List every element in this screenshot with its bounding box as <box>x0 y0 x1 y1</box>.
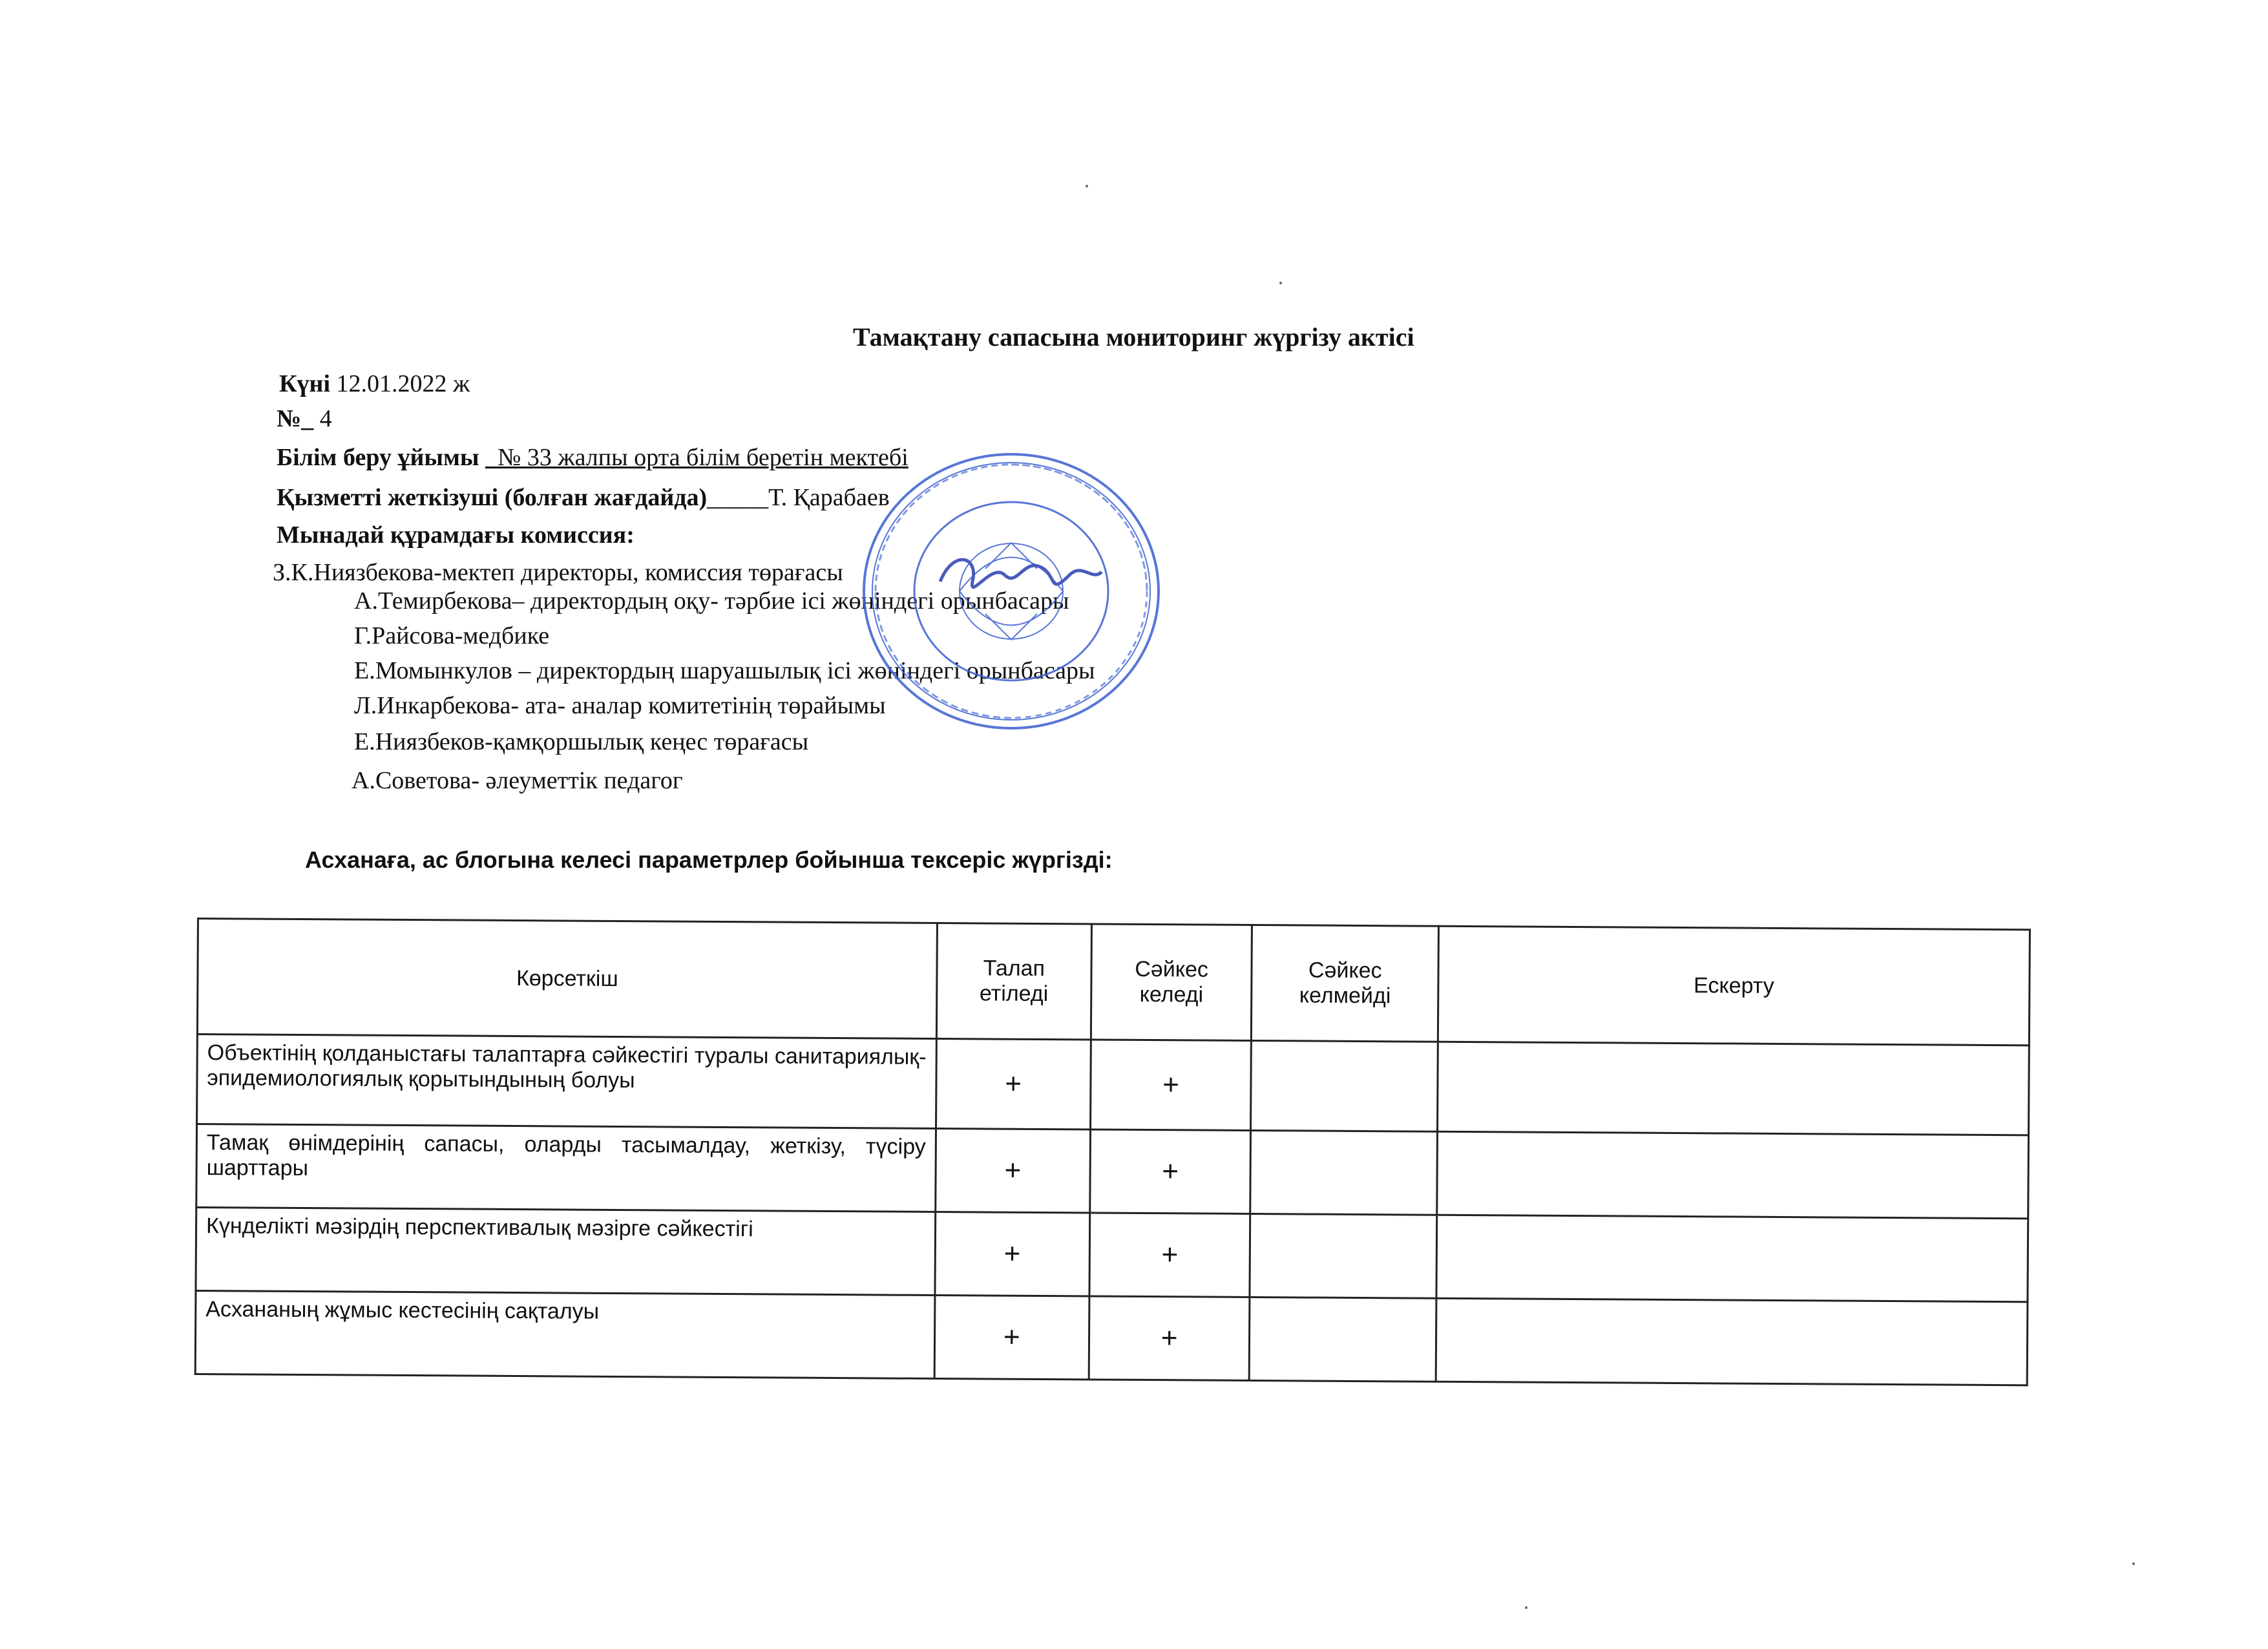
table-row <box>197 1035 2030 1135</box>
organization-line: Білім беру ұйымы _№ 33 жалпы орта білім беретін мектебі <box>277 444 908 471</box>
commission-heading: Мынадай құрамдағы комиссия: <box>277 521 635 549</box>
indicator-cell: Асхананың жұмыс кестесінің сақталуы <box>195 1290 935 1378</box>
header-non-compliant: Сәйкес келмейді <box>1252 925 1439 1042</box>
organization-value: № 33 жалпы орта білім беретін мектебі <box>498 444 908 471</box>
provider-value: Т. Қарабаев <box>768 484 890 511</box>
indicator-cell: Күнделікті мәзірдің перспективалық мәзірге сәйкестігі <box>196 1208 936 1296</box>
commission-member: Е.Ниязбеков-қамқоршылық кеңес төрағасы <box>354 728 809 755</box>
required-cell: + <box>935 1212 1090 1296</box>
compliant-cell: + <box>1089 1296 1250 1381</box>
section-heading: Асханаға, ас блогына келесі параметрлер бойынша тексеріс жүргізді: <box>305 846 1113 873</box>
non-compliant-cell <box>1250 1213 1436 1298</box>
number-label: № <box>277 405 302 432</box>
required-cell: + <box>934 1295 1089 1379</box>
scan-speck <box>1086 185 1088 187</box>
table-row <box>196 1124 2029 1219</box>
compliant-cell: + <box>1089 1213 1251 1297</box>
scan-speck <box>1279 282 1282 284</box>
non-compliant-cell <box>1251 1040 1438 1131</box>
official-seal <box>856 446 1166 737</box>
table-row <box>195 1290 2028 1385</box>
number-line: №_ 4 <box>277 405 332 432</box>
scan-speck <box>1525 1606 1528 1609</box>
commission-member: Г.Райсова-медбике <box>354 622 550 649</box>
table-header-row <box>197 919 2030 1045</box>
document-title: Тамақтану сапасына мониторинг жүргізу актісі <box>853 322 1414 352</box>
commission-member: А.Темирбекова– директордың оқу- тәрбие ісі жөніндегі орынбасары <box>354 587 1069 614</box>
header-required: Талап етіледі <box>936 923 1091 1039</box>
indicator-cell: Тамақ өнімдерінің сапасы, оларды тасымалдау, жеткізу, түсіру шарттары <box>196 1124 936 1212</box>
commission-member: Е.Момынкулов – директордың шаруашылық ісі жөніндегі орынбасары <box>354 657 1095 684</box>
header-compliant: Сәйкес келеді <box>1091 924 1252 1041</box>
provider-label: Қызметті жеткізуші (болған жағдайда) <box>277 484 708 511</box>
commission-member: З.К.Ниязбекова-мектеп директоры, комиссия төрағасы <box>273 559 843 586</box>
number-value: 4 <box>319 405 332 432</box>
required-cell: + <box>936 1128 1091 1212</box>
table-row <box>196 1208 2028 1302</box>
provider-line: Қызметті жеткізуші (болған жағдайда)_____Т. Қарабаев <box>277 484 890 511</box>
inspection-table <box>194 918 2031 1386</box>
header-note: Ескерту <box>1438 926 2030 1045</box>
note-cell <box>1436 1215 2028 1302</box>
commission-member: А.Советова- әлеуметтік педагог <box>352 767 683 794</box>
scan-speck <box>2132 1562 2135 1565</box>
organization-label: Білім беру ұйымы <box>277 444 479 471</box>
note-cell <box>1437 1131 2029 1219</box>
compliant-cell: + <box>1090 1040 1252 1131</box>
note-cell <box>1436 1298 2028 1385</box>
non-compliant-cell <box>1250 1130 1437 1215</box>
date-value: 12.01.2022 ж <box>336 370 470 397</box>
indicator-cell: Объектінің қолданыстағы талаптарға сәйкестігі туралы санитариялық-эпидемиологиялық қорытындының болуы <box>197 1035 937 1129</box>
date-label: Күні <box>279 370 331 397</box>
compliant-cell: + <box>1089 1129 1251 1214</box>
date-line <box>279 370 470 399</box>
note-cell <box>1438 1042 2030 1135</box>
header-indicator: Көрсеткіш <box>197 919 937 1039</box>
commission-member: Л.Инкарбекова- ата- аналар комитетінің төрайымы <box>354 692 886 719</box>
required-cell: + <box>936 1038 1091 1129</box>
non-compliant-cell <box>1250 1297 1436 1381</box>
